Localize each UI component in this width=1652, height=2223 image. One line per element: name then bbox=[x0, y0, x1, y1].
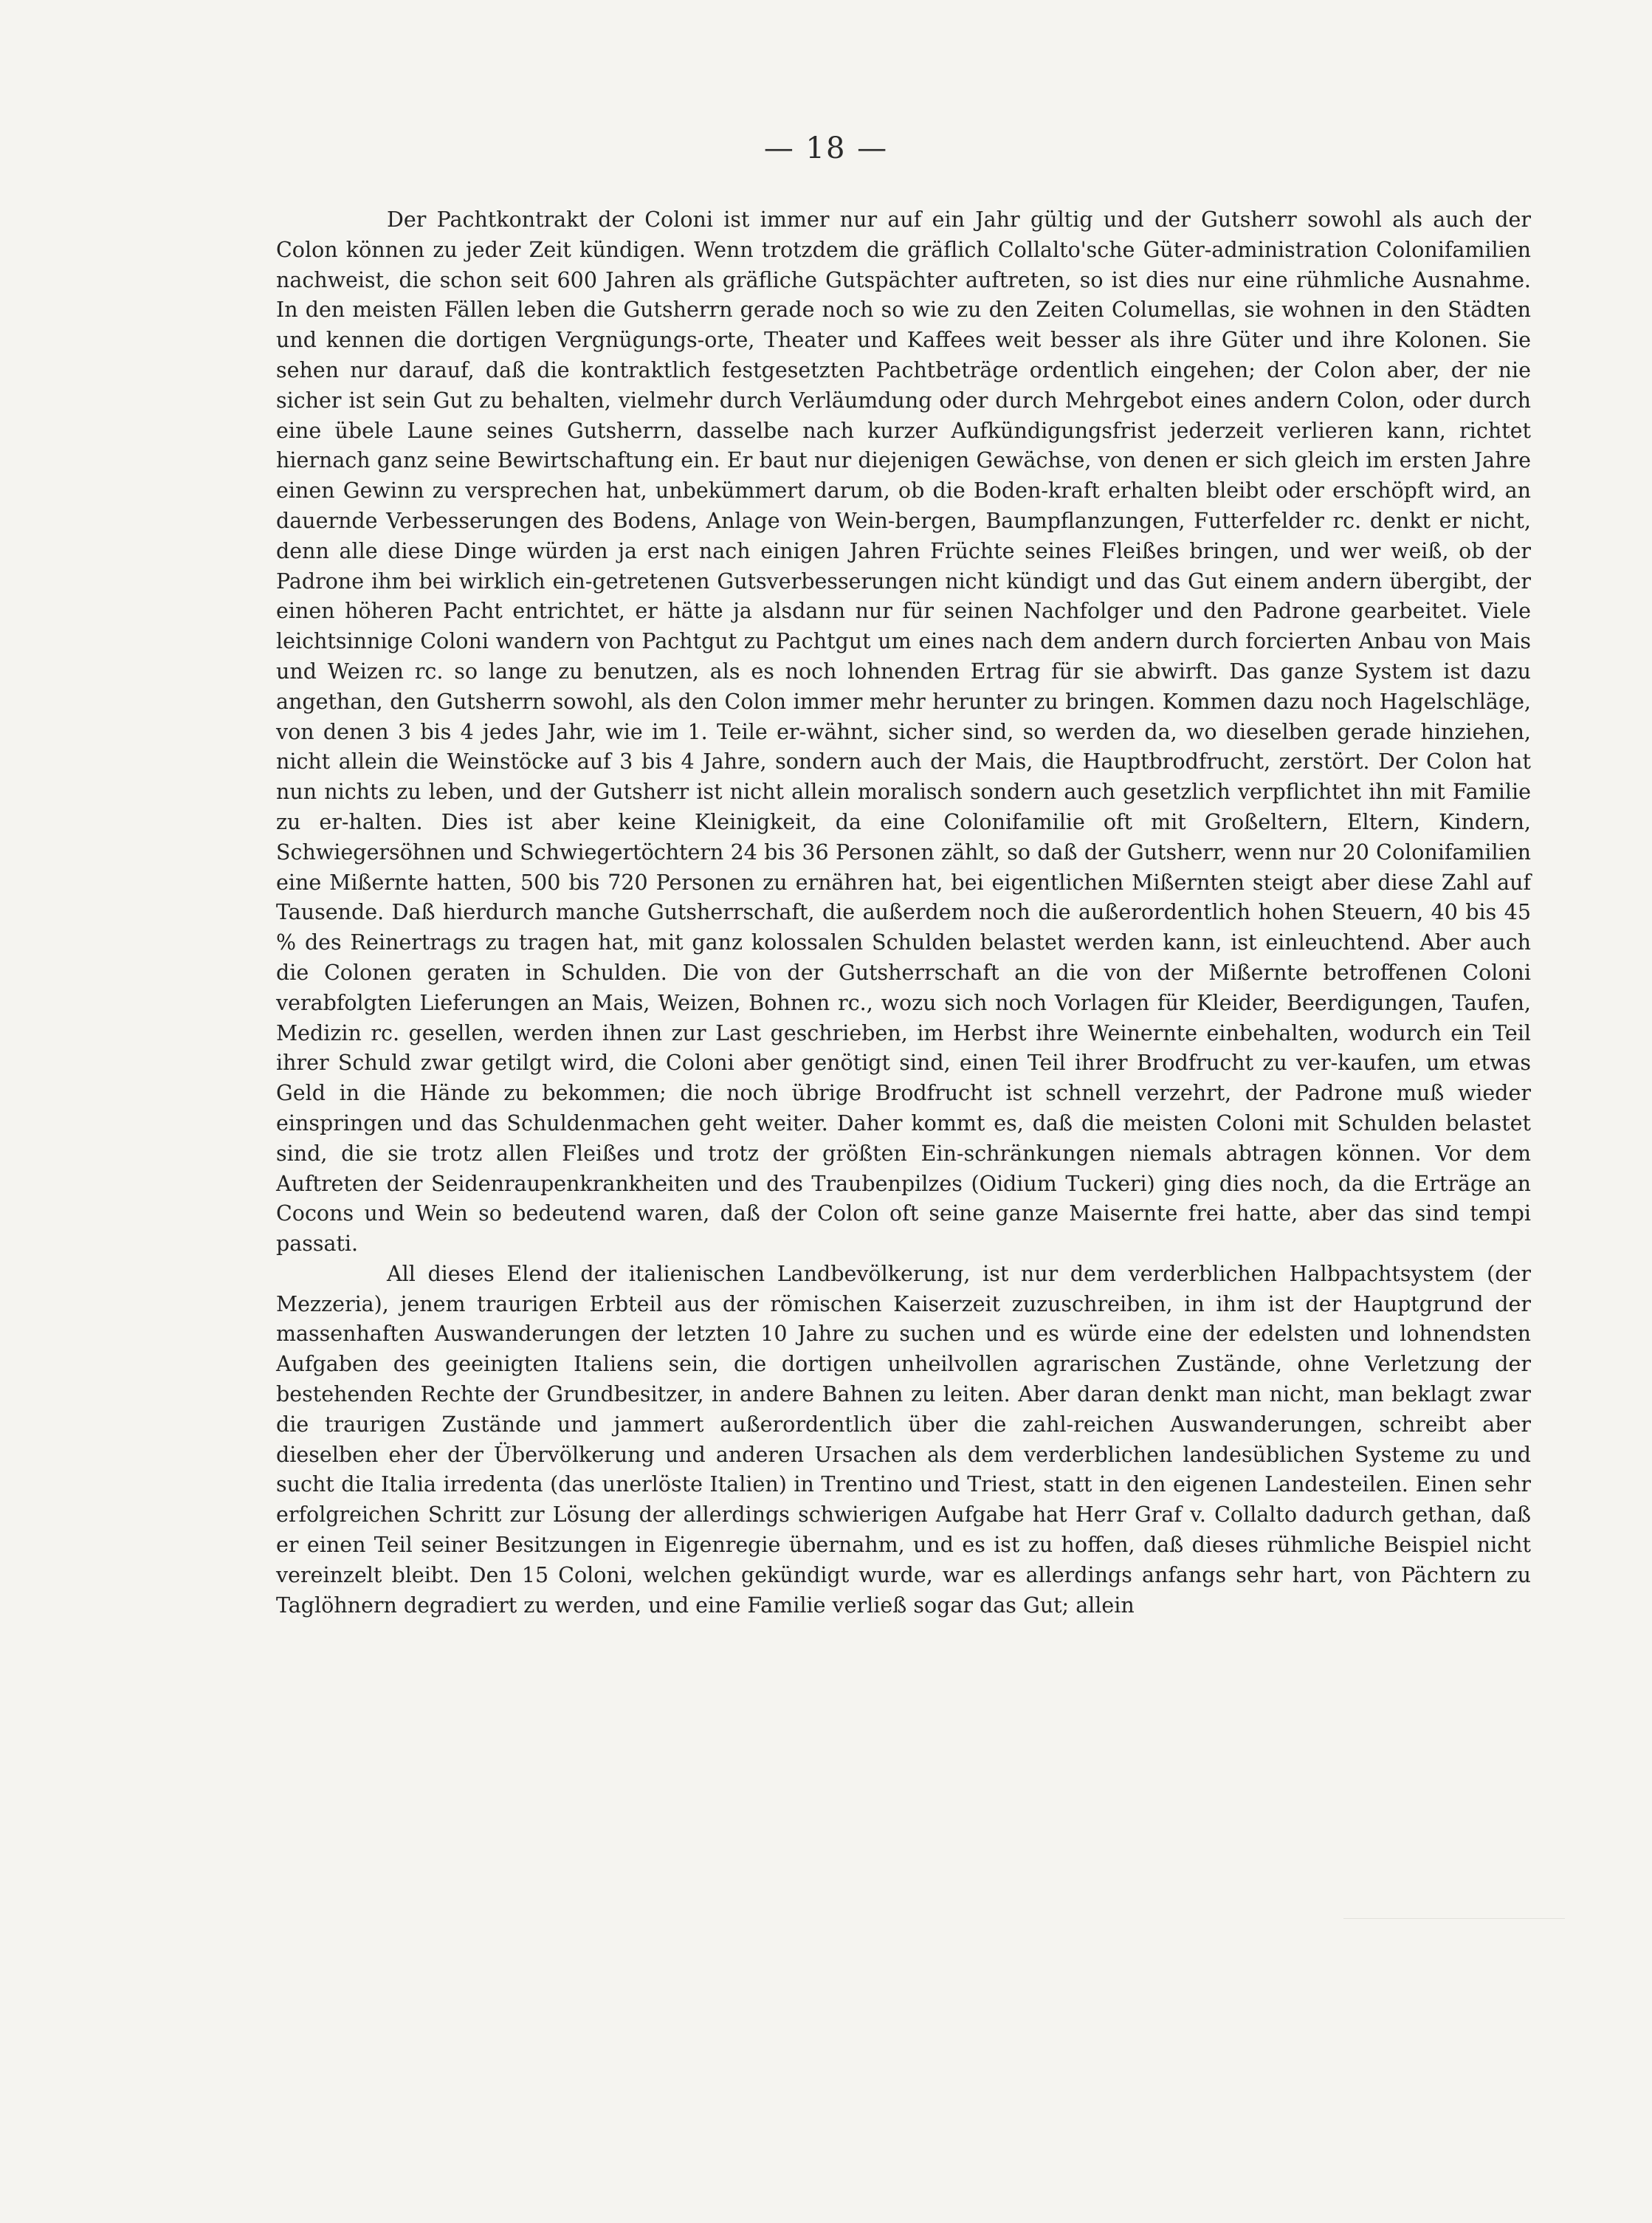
body-text bbox=[276, 205, 1531, 1621]
page-number: — 18 — bbox=[763, 131, 889, 165]
paragraph-2: All dieses Elend der italienischen Landbevölkerung, ist nur dem verderblichen Halbpachtsystem (der Mezzeria), jenem traurigen Erbteil aus der römischen Kaiserzeit zuzuschreiben, in ihm ist der Hauptgrund der massenhaften Auswanderungen der letzten 10 Jahre zu suchen und es würde eine der edelsten und lohnendsten Aufgaben des geeinigten Italiens sein, die dortigen unheilvollen agrarischen Zustände, ohne Verletzung der bestehenden Rechte der Grundbesitzer, in andere Bahnen zu leiten. Aber daran denkt man nicht, man beklagt zwar die traurigen Zustände und jammert außerordentlich über die zahl-reichen Auswanderungen, schreibt aber dieselben eher der Übervölkerung und anderen Ursachen als dem verderblichen landesüblichen Systeme zu und sucht die Italia irredenta (das unerlöste Italien) in Trentino und Triest, statt in den eigenen Landesteilen. Einen sehr erfolgreichen Schritt zur Lösung der allerdings schwierigen Aufgabe hat Herr Graf v. Collalto dadurch gethan, daß er einen Teil seiner Besitzungen in Eigenregie übernahm, und es ist zu hoffen, daß dieses rühmliche Beispiel nicht vereinzelt bleibt. Den 15 Coloni, welchen gekündigt wurde, war es allerdings anfangs sehr hart, von Pächtern zu Taglöhnern degradiert zu werden, und eine Familie verließ sogar das Gut; allein bbox=[276, 1261, 1531, 1618]
paragraph-1: Der Pachtkontrakt der Coloni ist immer nur auf ein Jahr gültig und der Gutsherr sowohl als auch der Colon können zu jeder Zeit kündigen. Wenn trotzdem die gräflich Collalto'sche Güter-administration Colonifamilien nachweist, die schon seit 600 Jahren als gräfliche Gutspächter auftreten, so ist dies nur eine rühmliche Ausnahme. In den meisten Fällen leben die Gutsherrn gerade noch so wie zu den Zeiten Columellas, sie wohnen in den Städten und kennen die dortigen Vergnügungs-orte, Theater und Kaffees weit besser als ihre Güter und ihre Kolonen. Sie sehen nur darauf, daß die kontraktlich festgesetzten Pachtbeträge ordentlich eingehen; der Colon aber, der nie sicher ist sein Gut zu behalten, vielmehr durch Verläumdung oder durch Mehrgebot eines andern Colon, oder durch eine übele Laune seines Gutsherrn, dasselbe nach kurzer Aufkündigungsfrist jederzeit verlieren kann, richtet hiernach ganz seine Bewirtschaftung ein. Er baut nur diejenigen Gewächse, von denen er sich gleich im ersten Jahre einen Gewinn zu versprechen hat, unbekümmert darum, ob die Boden-kraft erhalten bleibt oder erschöpft wird, an dauernde Verbesserungen des Bodens, Anlage von Wein-bergen, Baumpflanzungen, Futterfelder rc. denkt er nicht, denn alle diese Dinge würden ja erst nach einigen Jahren Früchte seines Fleißes bringen, und wer weiß, ob der Padrone ihm bei wirklich ein-getretenen Gutsverbesserungen nicht kündigt und das Gut einem andern übergibt, der einen höheren Pacht entrichtet, er hätte ja alsdann nur für seinen Nachfolger und den Padrone gearbeitet. Viele leichtsinnige Coloni wandern von Pachtgut zu Pachtgut um eines nach dem andern durch forcierten Anbau von Mais und Weizen rc. so lange zu benutzen, als es noch lohnenden Ertrag für sie abwirft. Das ganze System ist dazu angethan, den Gutsherrn sowohl, als den Colon immer mehr herunter zu bringen. Kommen dazu noch Hagelschläge, von denen 3 bis 4 jedes Jahr, wie im 1. Teile er-wähnt, sicher sind, so werden da, wo dieselben gerade hinziehen, nicht allein die Weinstöcke auf 3 bis 4 Jahre, sondern auch der Mais, die Hauptbrodfrucht, zerstört. Der Colon hat nun nichts zu leben, und der Gutsherr ist nicht allein moralisch sondern auch gesetzlich verpflichtet ihn mit Familie zu er-halten. Dies ist aber keine Kleinigkeit, da eine Colonifamilie oft mit Großeltern, Eltern, Kindern, Schwiegersöhnen und Schwiegertöchtern 24 bis 36 Personen zählt, so daß der Gutsherr, wenn nur 20 Colonifamilien eine Mißernte hatten, 500 bis 720 Personen zu ernähren hat, bei eigentlichen Mißernten steigt aber diese Zahl auf Tausende. Daß hierdurch manche Gutsherrschaft, die außerdem noch die außerordentlich hohen Steuern, 40 bis 45 % des Reinertrags zu tragen hat, mit ganz kolossalen Schulden belastet werden kann, ist einleuchtend. Aber auch die Colonen geraten in Schulden. Die von der Gutsherrschaft an die von der Mißernte betroffenen Coloni verabfolgten Lieferungen an Mais, Weizen, Bohnen rc., wozu sich noch Vorlagen für Kleider, Beerdigungen, Taufen, Medizin rc. gesellen, werden ihnen zur Last geschrieben, im Herbst ihre Weinernte einbehalten, wodurch ein Teil ihrer Schuld zwar getilgt wird, die Coloni aber genötigt sind, einen Teil ihrer Brodfrucht zu ver-kaufen, um etwas Geld in die Hände zu bekommen; die noch übrige Brodfrucht ist schnell verzehrt, der Padrone muß wieder einspringen und das Schuldenmachen geht weiter. Daher kommt es, daß die meisten Coloni mit Schulden belastet sind, die sie trotz allen Fleißes und trotz der größten Ein-schränkungen niemals abtragen können. Vor dem Auftreten der Seidenraupenkrankheiten und des Traubenpilzes (Oidium Tuckeri) ging dies noch, da die Erträge an Cocons und Wein so bedeutend waren, daß der Colon oft seine ganze Maisernte frei hatte, aber das sind tempi passati. bbox=[276, 207, 1531, 1257]
bleed-through-line bbox=[1343, 1918, 1565, 1926]
